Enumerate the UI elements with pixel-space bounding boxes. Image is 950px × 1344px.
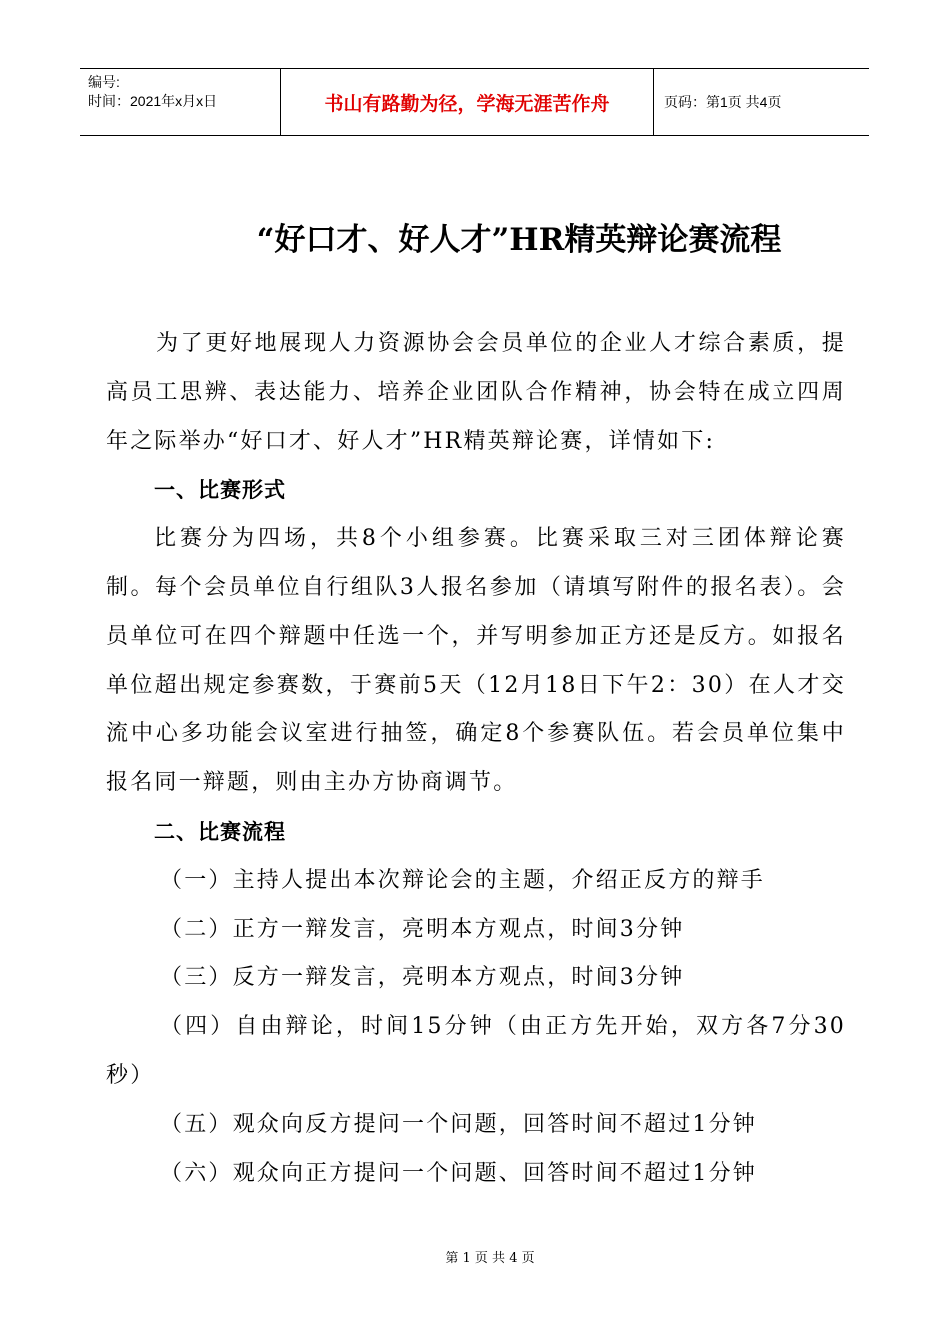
header-meta [80, 69, 280, 135]
process-step: （四）自由辩论，时间15分钟（由正方先开始，双方各7分30秒） [106, 1014, 846, 1088]
header-page-info: 页码：第1页 共4页 [664, 94, 782, 110]
number-label: 编号: [88, 74, 120, 90]
header-motto: 书山有路勤为径，学海无涯苦作舟 [280, 69, 654, 135]
section-heading-format: 一、比赛形式 [154, 478, 286, 503]
page-footer: 第 1 页 共 4 页 [445, 1251, 535, 1266]
process-step: （五）观众向反方提问一个问题，回答时间不超过1分钟 [160, 1111, 757, 1137]
page-header [80, 68, 869, 136]
document-title: “好口才、好人才”HR精英辩论赛流程 [256, 222, 782, 258]
document-body [106, 320, 846, 1198]
time-label: 时间：2021年x月x日 [88, 93, 218, 109]
process-step: （六）观众向正方提问一个问题、回答时间不超过1分钟 [160, 1160, 757, 1186]
process-step: （二）正方一辩发言，亮明本方观点，时间3分钟 [160, 916, 685, 942]
intro-paragraph: 为了更好地展现人力资源协会会员单位的企业人才综合素质，提高员工思辨、表达能力、培养企业团队合作精神，协会特在成立四周年之际举办“好口才、好人才”HR精英辩论赛，详情如下: [106, 331, 846, 454]
section-heading-process: 二、比赛流程 [154, 819, 286, 844]
process-step: （一）主持人提出本次辩论会的主题，介绍正反方的辩手 [160, 867, 766, 893]
process-step: （三）反方一辩发言，亮明本方观点，时间3分钟 [160, 965, 685, 991]
format-paragraph: 比赛分为四场，共8个小组参赛。比赛采取三对三团体辩论赛制。每个会员单位自行组队3人报名参加（请填写附件的报名表）。会员单位可在四个辩题中任选一个，并写明参加正方还是反方。如报名单位超出规定参赛数，于赛前5天（12月18日下午2：30）在人才交流中心多功能会议室进行抽签，确定8个参赛队伍。若会员单位集中报名同一辩题，则由主办方协商调节。 [106, 526, 846, 796]
